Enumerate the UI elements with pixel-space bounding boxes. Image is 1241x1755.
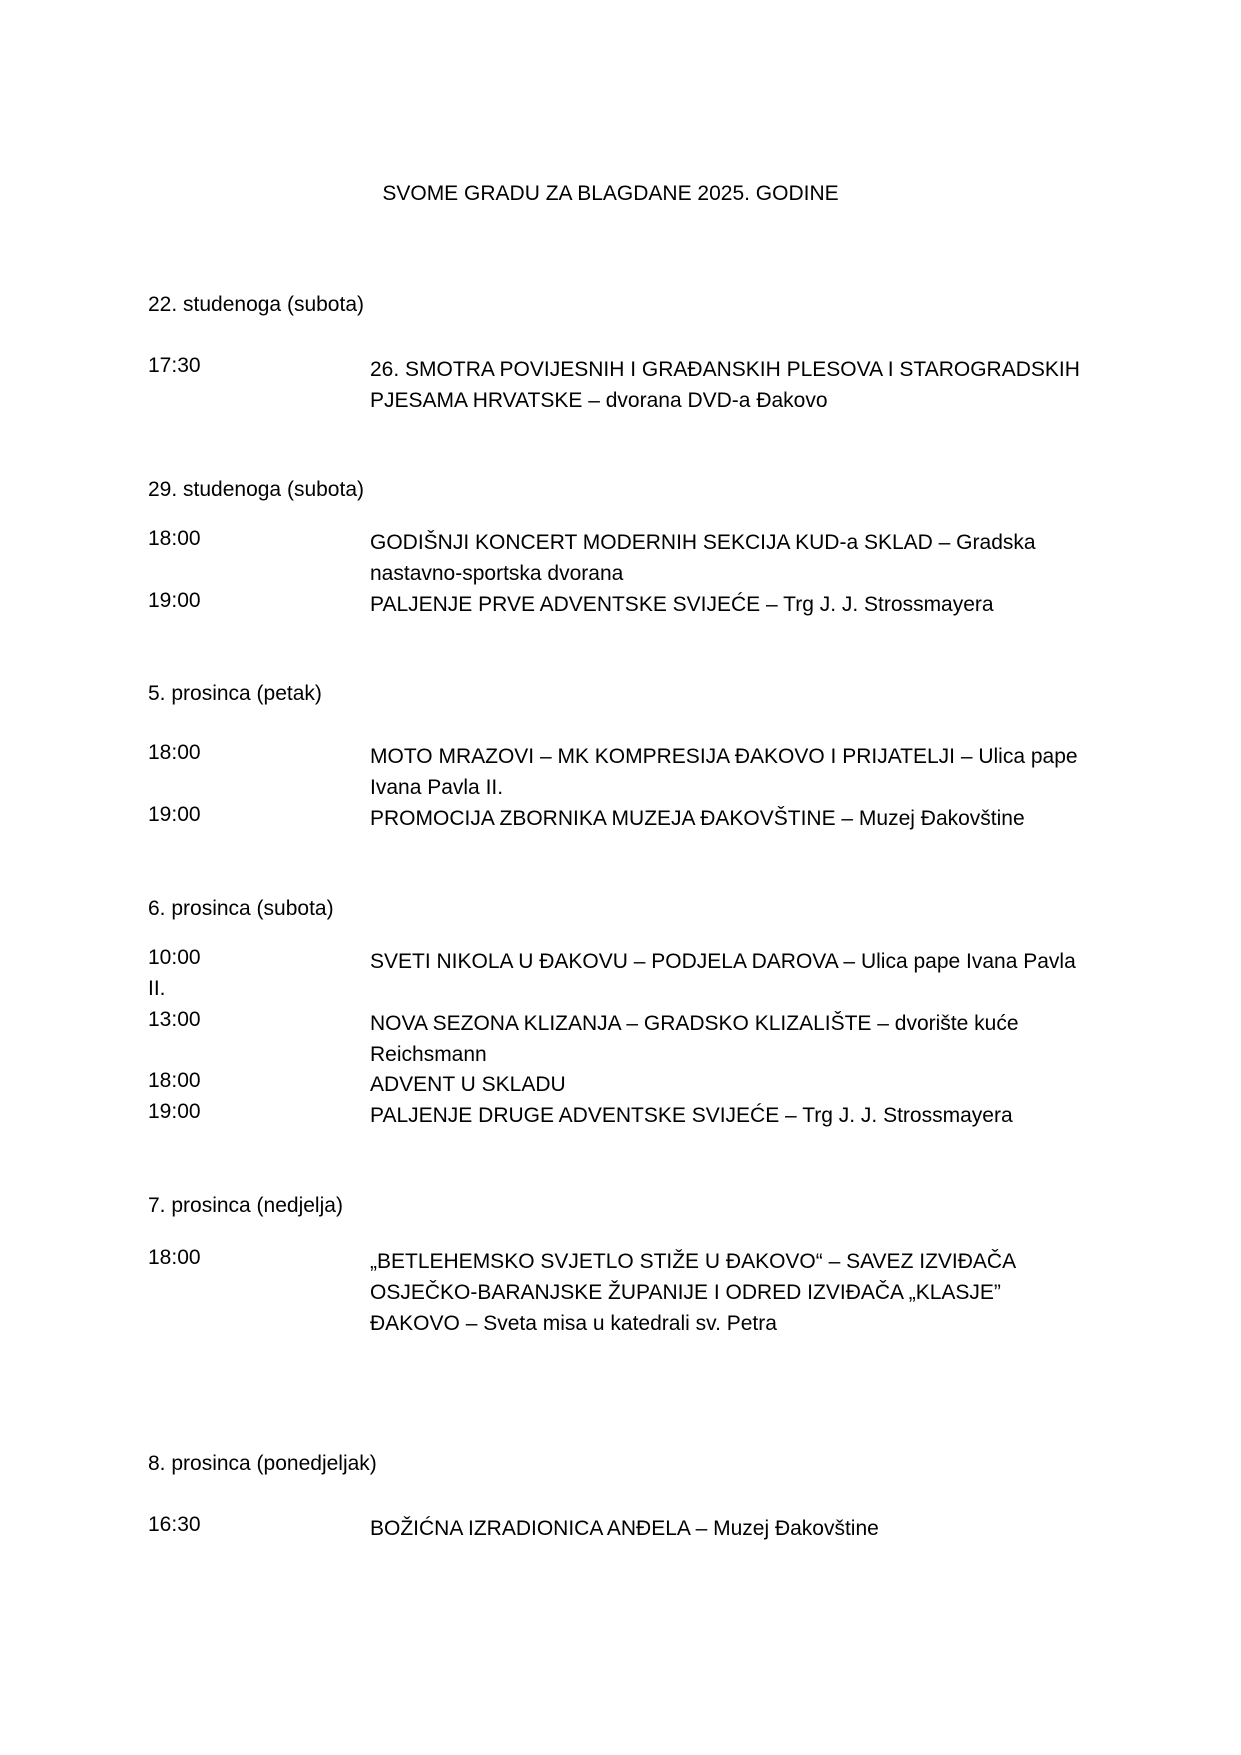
day-heading: 6. prosinca (subota): [148, 897, 334, 920]
event-time: 19:00: [148, 803, 201, 826]
event-time: 18:00: [148, 1246, 201, 1269]
event-time: 13:00: [148, 1008, 201, 1031]
event-description: MOTO MRAZOVI – MK KOMPRESIJA ĐAKOVO I PRIJATELJI – Ulica pape Ivana Pavla II.: [370, 745, 1078, 799]
day-heading: 5. prosinca (petak): [148, 682, 322, 705]
event-time: 16:30: [148, 1513, 201, 1536]
event-description: BOŽIĆNA IZRADIONICA ANĐELA – Muzej Đakovštine: [370, 1517, 879, 1540]
event-time: 19:00: [148, 589, 201, 612]
event-description: PROMOCIJA ZBORNIKA MUZEJA ĐAKOVŠTINE – Muzej Đakovštine: [370, 807, 1025, 830]
page-title: SVOME GRADU ZA BLAGDANE 2025. GODINE: [382, 182, 839, 205]
event-description-wrap: II.: [148, 977, 166, 1000]
event-time: 19:00: [148, 1100, 201, 1123]
event-time: 18:00: [148, 1069, 201, 1092]
event-time: 10:00: [148, 946, 201, 969]
event-description: 26. SMOTRA POVIJESNIH I GRAĐANSKIH PLESOVA I STAROGRADSKIH PJESAMA HRVATSKE – dvorana DVD-a Đakovo: [370, 358, 1080, 412]
event-description: GODIŠNJI KONCERT MODERNIH SEKCIJA KUD-a SKLAD – Gradska nastavno-sportska dvorana: [370, 531, 1036, 585]
event-time: 18:00: [148, 741, 201, 764]
day-heading: 22. studenoga (subota): [148, 293, 364, 316]
day-heading: 8. prosinca (ponedjeljak): [148, 1452, 377, 1475]
day-heading: 7. prosinca (nedjelja): [148, 1194, 343, 1217]
event-description: PALJENJE PRVE ADVENTSKE SVIJEĆE – Trg J. J. Strossmayera: [370, 593, 994, 616]
event-description: ADVENT U SKLADU: [370, 1073, 566, 1096]
event-description: NOVA SEZONA KLIZANJA – GRADSKO KLIZALIŠTE – dvorište kuće Reichsmann: [370, 1012, 1019, 1066]
event-description: SVETI NIKOLA U ĐAKOVU – PODJELA DAROVA – Ulica pape Ivana Pavla: [370, 950, 1076, 973]
day-heading: 29. studenoga (subota): [148, 478, 364, 501]
event-description: „BETLEHEMSKO SVJETLO STIŽE U ĐAKOVO“ – SAVEZ IZVIĐAČA OSJEČKO-BARANJSKE ŽUPANIJE I ODRED IZVIĐAČA „KLASJE” ĐAKOVO – Sveta misa u katedrali sv. Petra: [370, 1250, 1015, 1335]
event-description: PALJENJE DRUGE ADVENTSKE SVIJEĆE – Trg J. J. Strossmayera: [370, 1104, 1013, 1127]
event-time: 18:00: [148, 527, 201, 550]
event-time: 17:30: [148, 354, 201, 377]
